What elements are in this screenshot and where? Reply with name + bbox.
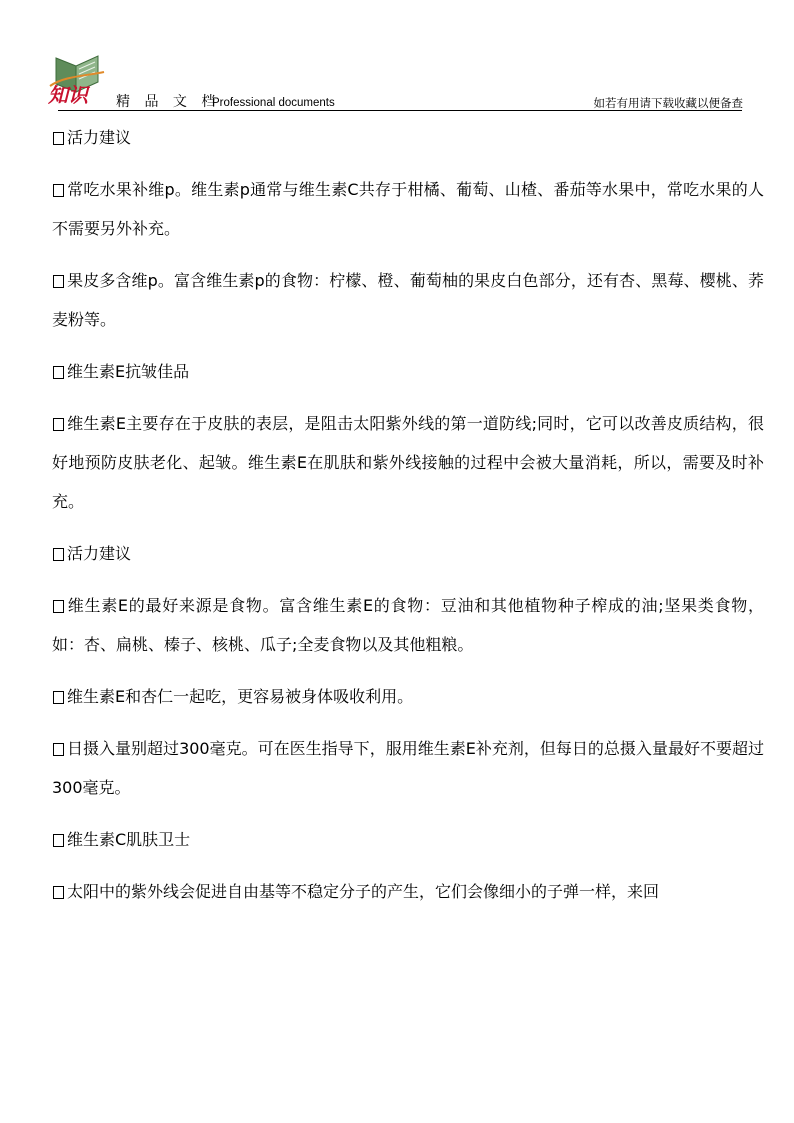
paragraph: [52, 820, 764, 859]
checkbox-square-icon: [53, 548, 64, 561]
checkbox-square-icon: [53, 834, 64, 847]
checkbox-square-icon: [53, 743, 64, 756]
paragraph: [52, 118, 764, 157]
header-title: 精 品 文 档: [116, 94, 221, 110]
paragraph-text: 维生素E抗皱佳品: [67, 362, 190, 381]
book-logo-icon: [46, 52, 106, 104]
document-body: [52, 118, 764, 911]
paragraph-text: 果皮多含维p。富含维生素p的食物：柠檬、橙、葡萄柚的果皮白色部分，还有杏、黑莓、樱桃、荞麦粉等。: [52, 271, 764, 329]
paragraph: [52, 404, 764, 521]
page-header: [0, 0, 794, 112]
paragraph-text: 活力建议: [67, 128, 132, 147]
paragraph-text: 维生素E和杏仁一起吃，更容易被身体吸收利用。: [67, 687, 414, 706]
paragraph-text: 太阳中的紫外线会促进自由基等不稳定分子的产生，它们会像细小的子弹一样，来回: [67, 882, 660, 901]
paragraph-text: 日摄入量别超过300毫克。可在医生指导下，服用维生素E补充剂，但每日的总摄入量最好不要超过300毫克。: [52, 739, 764, 797]
paragraph: [52, 872, 764, 911]
paragraph: [52, 170, 764, 248]
paragraph: [52, 352, 764, 391]
paragraph-text: 常吃水果补维p。维生素p通常与维生素C共存于柑橘、葡萄、山楂、番茄等水果中，常吃水果的人不需要另外补充。: [52, 180, 764, 238]
paragraph: [52, 729, 764, 807]
paragraph-text: 活力建议: [67, 544, 132, 563]
checkbox-square-icon: [53, 691, 64, 704]
header-subtitle: Professional documents: [212, 97, 335, 109]
checkbox-square-icon: [53, 418, 64, 431]
paragraph: [52, 677, 764, 716]
paragraph-text: 维生素E主要存在于皮肤的表层，是阻击太阳紫外线的第一道防线;同时，它可以改善皮质结构，很好地预防皮肤老化、起皱。维生素E在肌肤和紫外线接触的过程中会被大量消耗，所以，需要及时补充。: [52, 414, 764, 511]
paragraph: [52, 534, 764, 573]
checkbox-square-icon: [53, 275, 64, 288]
header-note: 如若有用请下载收藏以便备查: [593, 96, 743, 110]
header-divider: [58, 110, 742, 111]
paragraph-text: 维生素E的最好来源是食物。富含维生素E的食物：豆油和其他植物种子榨成的油;坚果类食物，如：杏、扁桃、榛子、核桃、瓜子;全麦食物以及其他粗粮。: [52, 596, 764, 654]
checkbox-square-icon: [53, 366, 64, 379]
paragraph-text: 维生素C肌肤卫士: [67, 830, 191, 849]
checkbox-square-icon: [53, 600, 64, 613]
checkbox-square-icon: [53, 132, 64, 145]
paragraph: [52, 261, 764, 339]
paragraph: [52, 586, 764, 664]
checkbox-square-icon: [53, 886, 64, 899]
checkbox-square-icon: [53, 184, 64, 197]
logo-text: 知识: [48, 83, 88, 104]
